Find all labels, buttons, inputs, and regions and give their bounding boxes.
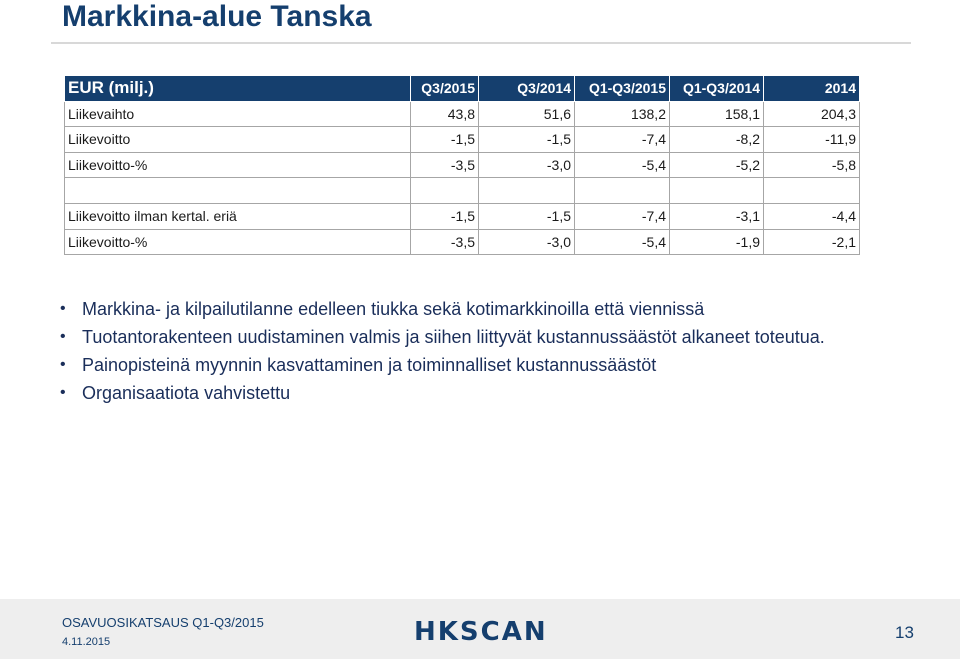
table-cell: -4,4 (764, 203, 860, 229)
table-cell: -11,9 (764, 127, 860, 153)
bullet-icon: • (60, 328, 66, 345)
table-cell: -5,2 (670, 152, 764, 178)
row-label: Liikevoitto ilman kertal. eriä (65, 203, 411, 229)
column-header: Q3/2015 (411, 76, 479, 102)
table-cell: -1,5 (411, 203, 479, 229)
table-row (65, 101, 860, 127)
table-cell: -2,1 (764, 229, 860, 255)
row-label (65, 178, 411, 204)
table-cell (479, 178, 575, 204)
table-cell: 51,6 (479, 101, 575, 127)
table-cell (411, 178, 479, 204)
bullet-item (60, 296, 920, 322)
table-cell: -8,2 (670, 127, 764, 153)
column-header: Q1-Q3/2014 (670, 76, 764, 102)
table-cell: -5,8 (764, 152, 860, 178)
table-header-row (65, 76, 860, 102)
bullet-item (60, 352, 920, 378)
title-divider (51, 42, 911, 44)
table-cell (764, 178, 860, 204)
bullet-icon: • (60, 356, 66, 373)
table-cell: 43,8 (411, 101, 479, 127)
table-cell: -5,4 (575, 229, 670, 255)
bullet-text: Markkina- ja kilpailutilanne edelleen tiukka sekä kotimarkkinoilla että viennissä (82, 299, 705, 319)
table-cell: -7,4 (575, 203, 670, 229)
table-cell: -3,5 (411, 229, 479, 255)
table-cell: -5,4 (575, 152, 670, 178)
table-cell: 158,1 (670, 101, 764, 127)
row-label: Liikevaihto (65, 101, 411, 127)
table-row (65, 229, 860, 255)
table-cell: -3,1 (670, 203, 764, 229)
table-cell: 138,2 (575, 101, 670, 127)
table-cell: -1,5 (411, 127, 479, 153)
page-number: 13 (895, 623, 914, 642)
table-row (65, 127, 860, 153)
table-cell: -1,9 (670, 229, 764, 255)
column-header: EUR (milj.) (65, 76, 411, 102)
table-cell: -3,0 (479, 152, 575, 178)
table-cell: -3,0 (479, 229, 575, 255)
footer-date: 4.11.2015 (62, 636, 111, 648)
financial-table (64, 75, 860, 255)
bullet-text: Organisaatiota vahvistettu (82, 383, 291, 403)
bullet-text: Painopisteinä myynnin kasvattaminen ja toiminnalliset kustannussäästöt (82, 355, 657, 375)
table-cell: -7,4 (575, 127, 670, 153)
footer-report-name: OSAVUOSIKATSAUS Q1-Q3/2015 (62, 615, 264, 630)
table-cell (575, 178, 670, 204)
table-cell: 204,3 (764, 101, 860, 127)
column-header: Q3/2014 (479, 76, 575, 102)
bullet-text: Tuotantorakenteen uudistaminen valmis ja siihen liittyvät kustannussäästöt alkaneet toteutua. (82, 327, 825, 347)
bullet-icon: • (60, 300, 66, 317)
row-label: Liikevoitto (65, 127, 411, 153)
row-label: Liikevoitto-% (65, 229, 411, 255)
column-header: 2014 (764, 76, 860, 102)
table-cell: -3,5 (411, 152, 479, 178)
slide-title: Markkina-alue Tanska (62, 0, 372, 33)
bullet-list (60, 296, 920, 408)
table-row-empty (65, 178, 860, 204)
bullet-item (60, 324, 920, 350)
table-row (65, 152, 860, 178)
bullet-icon: • (60, 384, 66, 401)
footer-bar (0, 599, 960, 659)
bullet-item (60, 380, 920, 406)
table-row (65, 203, 860, 229)
table-cell: -1,5 (479, 127, 575, 153)
hkscan-logo: HKSCAN (414, 617, 548, 647)
row-label: Liikevoitto-% (65, 152, 411, 178)
column-header: Q1-Q3/2015 (575, 76, 670, 102)
table-cell: -1,5 (479, 203, 575, 229)
table-cell (670, 178, 764, 204)
